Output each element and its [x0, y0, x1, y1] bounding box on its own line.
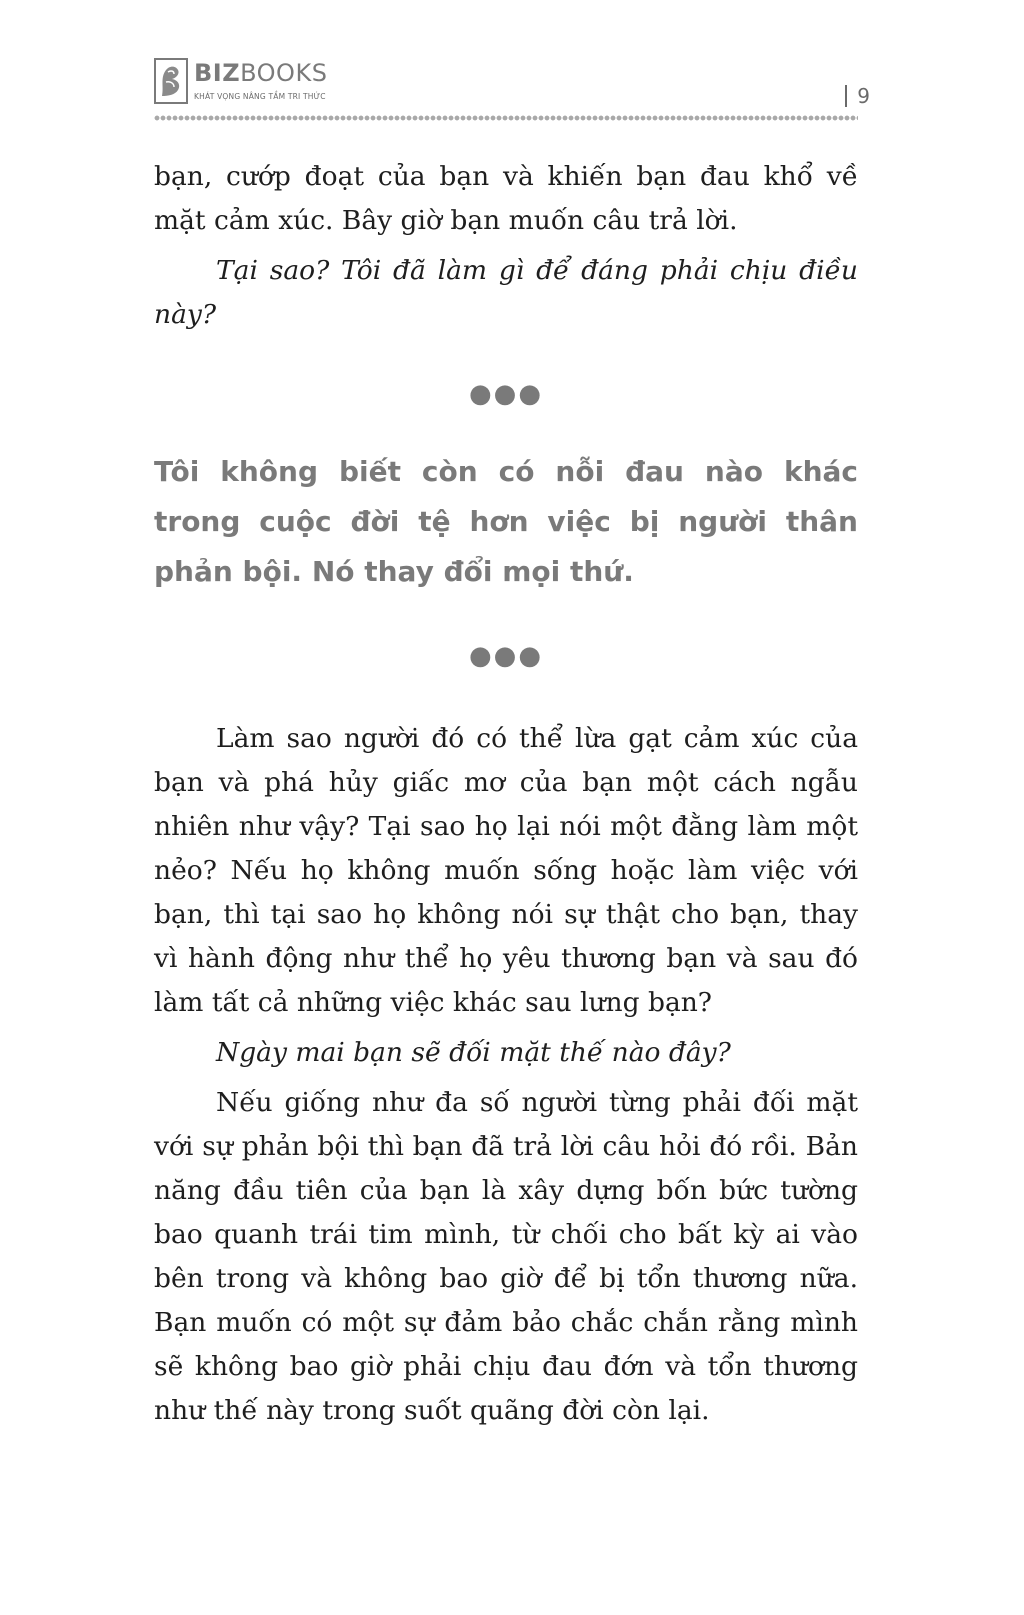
- page-header: [154, 54, 870, 124]
- brand-tagline: KHÁT VỌNG NÂNG TẦM TRI THỨC: [194, 92, 326, 101]
- paragraph-3: Nếu giống như đa số người từng phải đối mặt với sự phản bội thì bạn đã trả lời câu hỏi đó rồi. Bản năng đầu tiên của bạn là xây dựng bốn bức tường bao quanh trái tim mình, từ chối cho bất kỳ ai vào bên trong và không bao giờ để bị tổn thương nữa. Bạn muốn có một sự đảm bảo chắc chắn rằng mình sẽ không bao giờ phải chịu đau đớn và tổn thương như thế này trong suốt quãng đời còn lại.: [154, 1087, 858, 1426]
- brand-biz: BIZ: [194, 59, 241, 87]
- paragraph-2: Làm sao người đó có thể lừa gạt cảm xúc của bạn và phá hủy giấc mơ của bạn một cách ngẫu nhiên như vậy? Tại sao họ lại nói một đằng làm một nẻo? Nếu họ không muốn sống hoặc làm việc với bạn, thì tại sao họ không nói sự thật cho bạn, thay vì hành động như thể họ yêu thương bạn và sau đó làm tất cả những việc khác sau lưng bạn?: [154, 723, 858, 1018]
- separator-dots-1: ●●●: [468, 379, 544, 409]
- page-number: 9: [857, 84, 870, 108]
- bizbooks-logo-icon: [154, 58, 188, 104]
- paragraph-continued: bạn, cướp đoạt của bạn và khiến bạn đau khổ về mặt cảm xúc. Bây giờ bạn muốn câu trả lời.: [154, 161, 858, 236]
- brand-books: BOOKS: [240, 59, 328, 87]
- italic-question-1: Tại sao? Tôi đã làm gì để đáng phải chịu điều này?: [154, 255, 858, 330]
- page-number-block: [845, 84, 870, 108]
- header-dotted-rule: [154, 114, 858, 122]
- brand-name: [194, 60, 327, 86]
- pull-quote: Tôi không biết còn có nỗi đau nào khác trong cuộc đời tệ hơn việc bị người thân phản bội. Nó thay đổi mọi thứ.: [154, 455, 858, 588]
- page-number-divider: [845, 85, 847, 107]
- italic-question-2: Ngày mai bạn sẽ đối mặt thế nào đây?: [216, 1037, 731, 1068]
- page-content: [154, 155, 858, 1433]
- separator-dots-2: ●●●: [468, 641, 544, 671]
